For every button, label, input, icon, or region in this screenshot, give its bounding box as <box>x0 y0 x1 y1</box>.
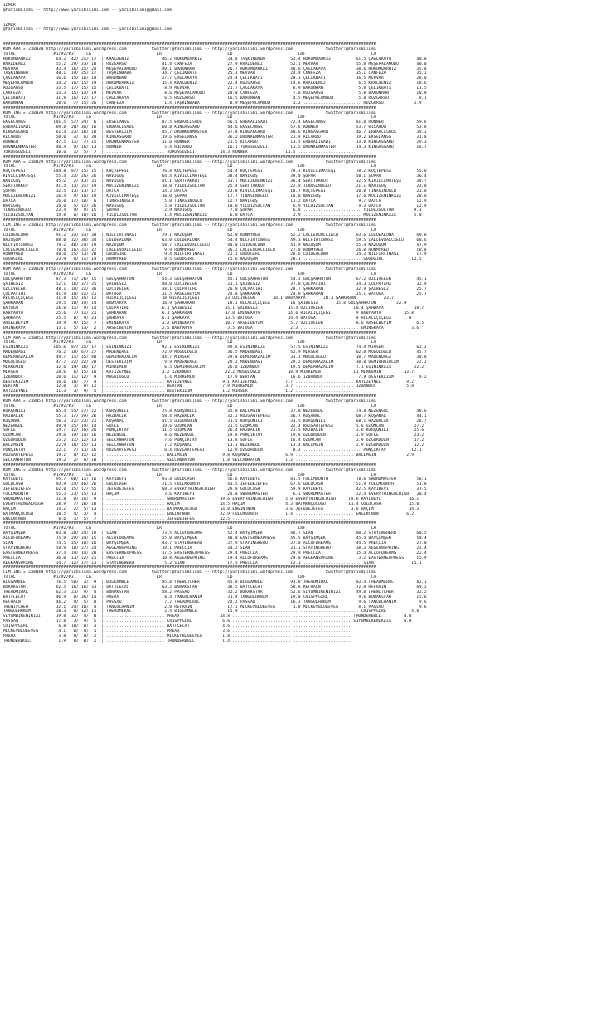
text-line: SIYUMBIKENIKIZI 19.8 32/ 4/ 0 | ....................... PREAX 14.8 ....................... ....................... THUNDERBULL 4.8 <box>3 614 412 619</box>
text-line: EKSELANSS 101.5 57/ 34/ 6 | EKSELANSS 87.5 ERBAALISADI 56.5 ERBAALISADI 72.4 EKSELANSS 81.0 RUNNER 59.6 <box>3 120 427 125</box>
text-line: SERTTAKKUT 41.4 13/ 31/ 19 | MUCIZENINKIZI 18.0 YILDIZSULTAN 25.4 SERTTAKKUT 22.9 TINASINOĞLU 21.1 NAVIGÜŞ 23.0 <box>3 183 427 188</box>
text-line: HILALIÇIÇEĞI 31.8 15/ 16/ 12 | HILALIÇIÇEĞI 18 HILALIÇIÇEĞI 23 ÖZCIVELEK 18.1 BABYARYA 20.1 ŞAHKARAN 23.7 <box>3 296 394 301</box>
text-line: YILDIZSULTAN 19.8 6/ 10/ 16 | YILDIZSULTAN 1.4 MUCIZENINKIZI 6.0 DATCA 2.9 ....................... MUCIZENINKIZI 5.0 <box>3 213 422 218</box>
text-line: TOTAL #1/#2/#3 LG LR LD LRF LA <box>3 404 377 409</box>
text-line: NAVIGÜŞ 45.2 2/ 43/ 31 | NAVIGÜŞ 41.1 SERTTAKKUT 33.7 MUCIZENINKIZI 36.4 SERTTAKKUT 32.5 KIVILCIMATEŞI 30.7 <box>3 179 427 184</box>
text-line: MICKEYBLUEEYES 4.1 0/ 4/ 1 | ....................... PREAX 3.6 ....................... ....................... <box>3 629 351 633</box>
text-line: KURŞUNILI 85.4 55/ 27/ 22 | KURŞUNILI 75.0 KURŞUNILI 35.8 BALIMSIN 37.8 NEZENGÜL 74.8 NEZENGÜL 48.6 <box>3 408 427 413</box>
text-line: RÜZGARSU 33.5 17/ 15/ 15 | ÇELIKBATI 8.9 MEVVAR 21.7 ÇAĞLAKAYA 8.9 BARONHAN 5.8 ÇELIKBATI 11.5 <box>3 86 427 91</box>
separator-line: #################################################################################################################################################### <box>3 330 377 335</box>
separator-line: #################################################################################################################################################### <box>3 565 377 570</box>
text-line: KUM ARA = 218829 http://yarisbilimi.wordpress.com twitter:@YarisBilimi -- http://yarisbilimi.wordpress.com twitter:@YarisBilimi <box>3 159 377 164</box>
text-line: ÇAĞLAKAYA 36.6 15/ 16/ 18 | BARONHAN 27.7 ÇAĞLAKAYA 24.4 ÇELIKBATI 20.1 ÇELIKBATI 16.5 MEVVAR 28.0 <box>3 76 427 81</box>
text-line: TOTAL #1/#2/#3 LG LR LD LRF LA <box>3 575 377 580</box>
text-line: TOTAL #1/#2/#3 LG LR LD LRF LA <box>3 271 377 276</box>
text-line: FULLMOONTH 55.3 23/ 15/ 13 | HAÇIM 3.6 KAYIBEYI 24.8 SWORDMASTER 6.1 SWORDMASTER 22.4 EVERYTHINGALRIGH 30.4 <box>3 492 427 497</box>
text-line: NAZUŞUM 88.0 32/ 30/ 34 | LUIDEALUNA 63.0 LUIDEALUNA 54.4 NILFIRTINASI 49.3 NILFIRTINASI 59.5 LALLEVOALCIELO 60.6 <box>3 237 427 242</box>
text-line: BATTLECAT 46.9 0/ 36/ 14 | PREAX 8.4 TANGÜLHANIM 31.4 TANGÜLHANIM 19.0 CRISPYGIRL 9.6 BURAKSTAR 15.6 <box>3 594 427 599</box>
text-line: PRECCIA 36.0 13/ 22/ 21 | PRECCIA 10.8 AEGEANSPRING 19.4 ALLOFDREAMS 29.0 AEGEANSPRING 3.2 EASTERNEXPRESS 15.9 <box>3 555 427 560</box>
text-line: KUM ARA = 218828 http://yarisbilimi.wordpress.com twitter:@YarisBilimi -- http://yarisbilimi.wordpress.com twitter:@YarisBilimi <box>3 267 377 272</box>
text-line: TOTAL #1/#2/#3 LG LR LD LRF LA <box>3 472 377 477</box>
text-line: PASSAU 17.8 3/ 9/ 5 | ....................... CRISPYGIRL 6.6 ....................... ....................... SIYUMBIKENIKIZI 4.8 <box>3 619 412 624</box>
text-line: RÜZGARTEPESI 19.2 8/ 11/ 12 | ....................... BALIMSIN 9.8 KOŞANAL 6.9 ....................... BALIMSIN 2.9 <box>3 452 414 457</box>
text-line: DRUNKENMASTER 40.4 9/ 16/ 13 | RUNNER 5.4 RICARDO 16.1 TOROSGÜZELI 11.5 DRUNKENMASTER 14.3 KINGASGARD 16.7 <box>3 144 427 149</box>
text-line: KUM ING = 218839 http://yarisbilimi.wordpress.com twitter:@YarisBilimi -- http://yarisbilimi.wordpress.com twitter:@YarisBilimi <box>3 110 377 115</box>
text-line: BATMANÇOCUĞU 10.5 4/ 3/ 4 | ....................... ENGINTNON 12.9 FULLMOONTH 1.4 ....................... ENGINTNON 6.2 <box>3 511 414 516</box>
text-line: NILFIRTINASI 79.2 40/ 24/ 19 | NAZUŞUM 58.7 LALLEVOALCIELO 40.0 LUIDEALUNA 41.9 NAZUŞUM 55.4 NAZUŞUM 47.9 <box>3 242 427 247</box>
text-line: MADENDAĞI 76.2 18/ 67/ 27 | MADENDAĞI 72.9 MOĞOLOĞLU 36.5 MADENDAĞI 42.9 MIRSER 62.8 MOĞOLOĞLU 45.7 <box>3 350 427 355</box>
results-document <box>3 3 589 644</box>
text-line: TAŞKINBABA 40.1 19/ 25/ 17 | TAŞKINBABA 34.7 ÇELIKBATI 25.3 MEVVAR 24.9 CANFEZA 35.1 CANFEZA 35.1 <box>3 71 427 76</box>
text-line: CIM ARA = 218852 http://yarisbilimi.wordpress.com twitter:@YarisBilimi -- http://yarisbilimi.wordpress.com twitter:@YarisBilimi <box>3 335 377 340</box>
text-line: ŞAHKARAN 29.5 10/ 19/ 14 | BABYARYA 16.9 ŞAHKARAN 18.1 HILALIÇIÇEĞI 16 ŞAIBESIZ 15.8 GÜLŞAHHATUN 22.9 <box>3 301 407 306</box>
text-line: TOTAL #1/#2/#3 LG LR LD LRF LA <box>3 526 377 531</box>
text-line: LALLEVOALCIELO 70.0 16/ 31/ 37 | LALLEVOALCIELO 9.9 RUNMYRED 36.2 LALLEVOALCIELO 27.0 RUNMYRED 26.0 RUNMYRED 18.8 <box>3 247 427 252</box>
text-line: MIRSER 28.6 6/ 15/ 18 | KATIZEYNEL 3.2 IZBANDOT 22.2 MOĞOLOĞLU 18.9 MIRKEMIN 13 MIRKEMIN 13.7 <box>3 369 414 374</box>
text-line: BABYARYA 25.6 7/ 11/ 21 | ŞAHKARAN 6.1 ŞAHKARAN 17.0 EMINEKAYA 14.6 HILALIÇIÇEĞI 9 BABYARYA 15.8 <box>3 311 414 316</box>
text-line: THUNDERBULL 1.9 0/ 0/ 2 | ....................... THUNDERBULL 1.4 ....................... ....................... <box>3 638 351 643</box>
separator-line: #################################################################################################################################################### <box>3 154 377 159</box>
text-line: HAÇIM 14.2 2/ 5/ 13 | ....................... BATMANÇOCUĞU 14.0 ENGINTNON 3.6 JEFEDEJEFES 3.6 HAÇIM 14.3 <box>3 506 419 511</box>
text-line: THEWITCHER 32.1 24/ 10/ 4 | TANGÜLHANIM 2.8 REFRAIN 17.1 MICKEYBLUEEYES 1.0 MICKEYBLUEEYES 8.1 PASSAU 9.6 <box>3 604 427 609</box>
text-line: BARONHAN 28.6 7/ 15/ 26 | CANFEZA 1.4 TAŞKINBABA 8.9 MEŞEPALAMUDU 1.2 ....................... RÜZGARSU 2.9 <box>3 100 422 105</box>
text-line: KRALDENIZ 55.2 29/ 33/ 18 | RÜZGARSU 41.4 CANFEZA 27.9 KRALDENIZ 52.1 MEVVAR 55.8 MEŞEPALAMUDU 40.0 <box>3 61 427 66</box>
separator-line: #################################################################################################################################################### <box>3 394 377 399</box>
text-line: SELCANHATUN 19.2 2/ 6/ 10 | ....................... SELCANHATUN 1.8 SELCANHATUN 1.2 ....................... <box>3 457 354 462</box>
text-line: KOŞANAL 50.3 21/ 23/ 21 | KOŞANAL 41.5 ÖZGÜRODIN 31.5 KURŞUNILI 33.5 KURŞUNILI 68.1 HAZBALIK 28.7 <box>3 418 427 423</box>
text-line: CIM ING = 218848 http://yarisbilimi.wordpress.com twitter:@YarisBilimi -- http://yarisbilimi.wordpress.com twitter:@YarisBilimi <box>3 570 377 575</box>
text-line: IZMIR <box>3 22 16 27</box>
text-line: BALIMSIN 22.9 10/ 15/ 13 | SELCANHATUN 7.2 KOŞANAL 13.1 NEZENGÜL 13.4 BALIMSIN 2.9 ÖZGÜRODIN 12.2 <box>3 443 425 448</box>
text-line: JEFEDEJEFES 62.0 15/ 17/ 55 | JEFEDEJEFES 60.3 EVERYTHINGALRIGH 29.0 GOLDCASH 59.9 KAYIBEYI 42.5 KAYIBEYI 37.5 <box>3 487 427 492</box>
text-line: GOODGIRL 23.9 8/ 11/ 14 | RUNMYRED 8.5 GOODGIRL 15.6 NAZUŞUM 20.1 ....................... GOODGIRL 12.5 <box>3 257 422 262</box>
text-line: MIRKEMIN 32.6 19/ 10/ 17 | MIRKEMIN 6.5 DEMIRHAZALIM 26.6 IZBANDOT 19.5 DEMIRHAZALIM 7.1 ESININKIZI 22.2 <box>3 364 425 369</box>
text-line: ENGINTNON 8.6 1/ 5/ 7 | ....................... JEFEDEJEFES 12.5 ....................... ....................... <box>3 516 351 521</box>
text-line: DATCA 26.0 17/ 10/ 6 | TINASINOĞLU 5.0 TINASINOĞLU 12.7 NAVIGÜŞ 11.2 DATCA 9.7 DATCA 12.9 <box>3 198 427 203</box>
text-line: ALLOFDREAMS 75.9 29/ 34/ 15 | ALLOFDREAMS 55.0 BAYŞIMŞEK 40.8 EASTERNEXPRESS 45.5 BAYŞIMŞEK 45.4 BAYŞIMŞEK 58.4 <box>3 536 427 541</box>
text-line: THEADMIRAL 62.3 23/ 9/ 4 | BURAKSTAR 58.2 PASSAU 32.2 BURAKSTAR 52.6 SIYUMBIKENIKIZI 49.0 THEWITCHER 32.2 <box>3 589 427 594</box>
separator-line: #################################################################################################################################################### <box>3 462 377 467</box>
text-line: LUIDEALUNA 91.2 33/ 33/ 38 | NILFIRTINASI 79.1 NAZUŞUM 62.0 RUNMYRED 52.2 LALLEVOALCIELO 63.6 LUIDEALUNA 69.8 <box>3 232 427 237</box>
separator-line: #################################################################################################################################################### <box>3 262 377 267</box>
text-line: TINASINOĞLU 23.4 9/ 9/ 15 | ŞOPAR 2.9 NAVIGÜŞ 7.8 ŞOPAR 6.0 ....................... YILDIZSULTAN 9.3 <box>3 208 422 213</box>
text-line: KIVILCIMATEŞI 55.4 23/ 26/ 26 | NAVIGÜŞ 64.4 KIVILCIMATEŞI 38.4 NAVIGÜŞ 39.0 ŞOPAR 50.1 ŞOPAR 36.4 <box>3 174 427 179</box>
text-line: TOTAL #1/#2/#3 LG LR LD LRF LA <box>3 340 377 345</box>
text-line: ESININKIZI 105.6 87/ 25/ 17 | ESININKIZI 92.1 ESININKIZI 49.6 ESININKIZI 57.5 ESININKIZI 74.4 MIRSER 62.2 <box>3 345 427 350</box>
text-line: ÖZGÜRODIN 23.2 11/ 12/ 13 | SELCANHATUN 7.6 PONÇIKTAY 13.8 SUFLE 16.4 ÖZÜMCAN 2.9 ÖZGÜRODIN 17.2 <box>3 438 425 443</box>
text-line: TOTAL #1/#2/#3 LG LR LD LRF LA <box>3 227 377 232</box>
text-line: MEŞEPALAMUDU 34.2 16/ 15/ 19 | HÜKÜMDARKIZ 15.4 KRALDENIZ 22.4 RÜZGARSU 14.6 KRALDENIZ 6.5 KRALDENIZ 18.6 <box>3 81 427 86</box>
text-line: SIAN 74.5 35/ 18/ 16 | BAYŞIMŞEK 43.7 STAYINGHERO 37.9 STAYINGHERO 37.0 ALLOFDREAMS 44.5 PRECCIA 27.0 <box>3 540 427 545</box>
text-line: BERTAN 12.0 3/ 8/ 11 | ....................... BERTAN 7.9 MIRKEMIN 3.7 ....................... IZBANDOT 5.8 <box>3 384 414 389</box>
text-line: KOÇTEPESI 104.8 87/ 15/ 15 | KOÇTEPESI 76.8 KOÇTEPESI 54.4 KOÇTEPESI 78.3 KIVILCIMATEŞI 70.2 KOÇTEPESI 55.0 <box>3 169 427 174</box>
text-line: TOTAL #1/#2/#3 LG LR LD LRF LA <box>3 164 377 169</box>
text-line: EVERYTHINGALRIGH 28.9 7/ 10/ 18 | ....................... HAÇIM 14.5 HAÇIM 4.3 BATMANÇOCUĞU 11.4 GOLDCASH 15.0 <box>3 501 419 506</box>
text-line: RUNMYRED 48.6 25/ 13/ 20 | GOODGIRL 9.4 NILFIRTINASI 22.1 GOODGIRL 28.6 LUIDEALUNA 24.3 NILFIRTINASI 17.9 <box>3 252 427 257</box>
text-line: REFRAIN 46.2 9/ 5/ 8 | PASSAU 7.2 THEADMIRAL 24.2 PASSAU 16.3 TANGÜLHANIM 9.6 TANGÜLHANIM 9.6 <box>3 599 427 604</box>
text-line: PONÇIKTAY 22.1 7/ 13/ 16 | RÜZGARTEPESI 6.4 RÜZGARTEPESI 12.9 ÖZGÜRODIN 8.3 ....................... PONÇIKTAY 12.1 <box>3 448 422 453</box>
text-line: ARSELBEYIM 19.9 9/ 15/ 7 | EMINEKAYA 3.2 EMINEKAYA 10.7 ARSELBEYIM 5.7 ÖZCIVELEK 8.6 ARSELBEYIM 6.5 <box>3 320 425 325</box>
text-line: TOTAL #1/#2/#3 LG LR LD LRF LA <box>3 51 377 56</box>
text-line: KINGASGARD 61.4 23/ 10/ 18 | BESTEKIZIM 45.7 DRUNKENMASTER 37.8 KINGASGARD 40.6 KINGASGARD 46.7 ERBAALISADI 39.2 <box>3 130 427 135</box>
separator-line: #################################################################################################################################################### <box>3 42 377 47</box>
text-line: ÖZCIVELEK 48.1 18/ 21/ 36 | ÖZCIVELEK 38.1 ÇOLPATIHI 26.0 ÇOLPATIHI 28.7 ŞAHKARAN 32.9 ŞAIBESIZ 25.7 <box>3 286 427 291</box>
text-line: MEVVAR 43.4 16/ 25/ 24 | MEŞEPALAMUDU 40.1 BARONHAN 26.7 HÜKÜMDARKIZ 40.6 ÇAĞLAKAYA 38.6 HÜKÜMDARKIZ 35.8 <box>3 66 427 71</box>
text-line: KUM ING = 218843 http://yarisbilimi.wordpress.com twitter:@YarisBilimi -- http://yarisbilimi.wordpress.com twitter:@YarisBilimi <box>3 467 377 472</box>
text-line: ÇELIKBATI 31.8 16/ 12/ 17 | ÇAĞLAKAYA 6.5 RÜZGARSU 16.5 BARONHAN 4.5 MEŞEPALAMUDU 5.8 RÜZGARSU 8.1 <box>3 95 427 100</box>
text-line: DEMIRHAZALIM 49.7 11/ 15/ 40 | DEMIRHAZALIM 44.7 MIRSER 29.8 DEMIRHAZALIM 33.3 MOĞOLOĞLU 38.7 MADENDAĞI 30.8 <box>3 355 427 360</box>
text-line: KUM ARA = 218830 http://yarisbilimi.wordpress.com twitter:@YarisBilimi -- http://yarisbilimi.wordpress.com twitter:@YarisBilimi <box>3 47 377 52</box>
text-line: EASTERNEXPRESS 37.4 19/ 14/ 28 | EASTERNEXPRESS 17.5 EASTERNEXPRESS 29.4 PRECCIA 29.9 PRECCIA 15.4 ALLOFDREAMS 22.4 <box>3 550 427 555</box>
text-line: ÇOLPATIHI 41.9 18/ 22/ 21 | BATUGA 31.5 ARSELBEYIM 24.8 ŞAHKARAN 24.8 ŞAHKARAN 25.1 BATUGA 25.7 <box>3 291 427 296</box>
text-line: GÜLŞAHHATUN 87.3 71/ 20/ 15 | GÜLŞAHHATUN 54.3 GÜLŞAHHATUN 45.1 GÜLŞAHHATUN 54.3 GÜLŞAHHATUN 67.2 ÖZCIVELEK 45.1 <box>3 276 427 281</box>
text-line: IZBANDOT 20.6 11/ 12/ 9 | MOĞOLOĞLU 1.4 MIRKEMIN 17.9 BERTAN 16.6 IZBANDOT 7.8 DESTEKIZIM 9.2 <box>3 374 427 379</box>
text-line: @YarisBilimi -- http://www.yarisbilimi.com -- yarisbilimi@gmail.com <box>3 27 172 32</box>
text-line: @YarisBilimi -- http://www.yarisbilimi.com -- yarisbilimi@gmail.com <box>3 7 172 12</box>
text-line: TOROSGÜZELI 10.6 1/ 5/ 7 | ....................... TOROSGÜZELI 14.3 RUNNER 11.5 ....................... <box>3 149 356 154</box>
text-line: TOTAL #1/#2/#3 LG LR LD LRF LA <box>3 115 377 120</box>
text-line: STAYINGHERO 58.9 18/ 27/ 24 | AEGEANSPRING 19.1 PRECCIA 34.2 SIAN 31.1 STAYINGHERO 30.3 AEGEANSPRING 25.4 <box>3 545 427 550</box>
text-line: AEGEANSPRING 34.7 12/ 17/ 13 | STAYINGHERO 5.2 SIAN 17.5 PRECCIA 13.1 ....................... SIAN 15.1 <box>3 560 422 565</box>
text-line: SWORDMASTER 31.8 8/ 16/ 9 | ....................... SWORDMASTER 19.6 EVERYTHINGALRIGH 5.0 EVERYTHINGALRIGH 19.6 KAYIBEYI 16.1 <box>3 496 419 501</box>
text-line: HAZBALIK 55.3 17/ 39/ 26 | HAZBALIK 58.4 HAZBALIK 32.2 RÜZGARTEPESI 36.7 KOŞANAL 68.7 KOŞANAL 44.1 <box>3 413 427 418</box>
text-line: IZMIR <box>3 3 16 7</box>
text-line: EMINEKAYA 13.1 5/ 13/ 2 | ARSELBEYIM 2.5 BABYARYA 3.5 BATUGA 2.3 ....................... EMINEKAYA 3.6 <box>3 325 419 330</box>
text-line: ŞAIBESIZ 52.1 16/ 37/ 25 | ŞAIBESIZ 48.0 ÖZCIVELEK 31.1 ŞAIBESIZ 37.0 ÇOLPATIHI 34.3 ÇOLPATIHI 32.9 <box>3 281 427 286</box>
text-line: KAYIBEYI 95.7 68/ 11/ 16 | KAYIBEYI 93.8 GOLDCASH 56.6 KAYIBEYI 81.5 FULLMOONTH 70.6 SWORDMASTER 58.1 <box>3 477 427 482</box>
text-line: MUCIZENINKIZI 26.4 9/ 16/ 19 | KIVILCIMATEŞI 10.0 ŞOPAR 17.7 TINASINOĞLU 16.0 NAVIGÜŞ 17.6 MUCIZENINKIZI 20.0 <box>3 193 427 198</box>
text-line: NAVIGÜŞ 26.0 5/ 12/ 26 | NAVIGÜŞ 5.0 YILDIZSULTAN 10.0 YILDIZSULTAN 6.9 YILDIZSULTAN 9.3 DATCA 12.9 <box>3 203 427 208</box>
text-line: MOĞOLOĞLU 47.7 22/ 22/ 20 | DESTEKIZIM 9.9 MADENDAĞI 29.2 MADENDAĞI 29.2 DEMIRHAZALIM 30.0 DEMIRHAZALIM 22.2 <box>3 360 427 365</box>
text-line: CRISPYGIRL 6.8 10/ 0/ 3 | ....................... BATTLECAT 4.6 ....................... ....................... <box>3 624 351 629</box>
text-line: ŞAHKAYA 25.5 8/ 9/ 23 | ŞAHKAYA 6.1 ŞAHKAYA 13.5 BATUGA 14.4 BATUGA 8 HILALIÇIÇEĞI 8 <box>3 316 412 320</box>
text-line: KATIZEYNEL 11.3 3/ 9/ 5 | ....................... DESTEKIZIM 1.2 MIRSER 1.2 ....................... <box>3 389 354 394</box>
text-line: PREAX 3.8 0/ 0/ 2 | ....................... MICKEYBLUEEYES 1.8 ....................... ....................... <box>3 633 351 638</box>
text-line: RICARDO 50.0 3/ 6/ 39 | KINGASGARD 19.6 EKSELANSS 36.2 DRUNKENMASTER 21.9 RICARDO 19.2 EKSELANSS 31.0 <box>3 135 427 140</box>
text-line: TANGÜLHANIM 20.3 0/ 12/ 11 | THEADMIRAL 2.4 BIGGAMBLE 15.9 ....................... ....................... CRISPYGIRL 4.8 <box>3 609 419 614</box>
separator-line: #################################################################################################################################################### <box>3 105 377 110</box>
separator-line: #################################################################################################################################################### <box>3 521 377 526</box>
text-line: CANFEZA 33.3 15/ 13/ 19 | MEVVAR 8.6 MEŞEPALAMUDU 20.0 CANFEZA 7.8 RÜZGARSU 5.8 BARONHAN 10.0 <box>3 91 427 96</box>
text-line: SUFLE 34.7 12/ 16/ 26 | PONÇIKTAY 11.5 ÖZÜMCAN 26.4 HAZBALIK 21.5 HAZBALIK 3.6 KURŞUNILI 25.6 <box>3 428 425 433</box>
text-line: BIGGAMBLE 76.5 50/ 3/ 9 | BIGGAMBLE 95.8 THEWITCHER 45.0 BIGGAMBLE 93.0 THEADMIRAL 83.4 THEADMIRAL 82.1 <box>3 580 427 585</box>
text-line: HÜKÜMDARKIZ 64.2 42/ 21/ 17 | KRALDENIZ 46.2 HÜKÜMDARKIZ 34.8 TAŞKINBABA 52.4 HÜKÜMDARKIZ 61.5 ÇAĞLAKAYA 40.8 <box>3 56 427 61</box>
text-line: RUNNER 47.5 11/ 7/ 15 | DRUNKENMASTER 11.0 RUNNER 21.5 RICARDO 13.5 ERBAALISADI 13.0 KINGASGARD 29.3 <box>3 139 427 144</box>
text-line: NEZENGÜL 49.9 25/ 19/ 14 | SUFLE 19.6 ÖZÜMCAN 31.5 ÖZÜMCAN 32.4 RÜZGARTEPESI 5.6 ÖZÜMCAN 27.2 <box>3 423 425 428</box>
text-line: CIM ING = 218831 http://yarisbilimi.wordpress.com twitter:@YarisBilimi -- http://yarisbilimi.wordpress.com twitter:@YarisBilimi <box>3 223 377 228</box>
text-line: BURAKSTAR 62.5 16/ 16/ 33 | BATTLECAT 63.2 BURAKSTAR 38.5 BATTLECAT 58.8 REFRAIN 72.8 REFRAIN 69.2 <box>3 584 427 589</box>
text-line: ŞOPAR 32.5 13/ 13/ 17 | DATCA 14.3 DATCA 23.8 KIVILCIMATEŞI 18.7 KOÇTEPESI 20.0 TINASINOĞLU 23.0 <box>3 188 427 193</box>
text-line: BATUGA 26.0 11/ 9/ 14 | ÇOLPATIHI 6.1 ŞAIBESIZ 15.1 ŞAIBESIZ 15.4 ÖZCIVELEK 10.4 ŞAHBAYA 18.7 <box>3 306 425 311</box>
text-line: BAYŞIMŞEK 83.0 28/ 34/ 19 | SIAN 73.5 ALLOFDREAMS 52.4 BAYŞIMŞEK 46.7 SIAN 80.2 STAYINGHERO 60.5 <box>3 531 427 536</box>
text-line: ÖZÜMCAN 29.6 19/ 14/ 16 | NEZENGÜL 8.6 NEZENGÜL 19.8 PONÇIKTAY 19.8 ÖZGÜRODIN 2.9 SUFLE 23.2 <box>3 433 425 438</box>
text-line: KUM ARA = 218851 http://yarisbilimi.wordpress.com twitter:@YarisBilimi -- http://yarisbilimi.wordpress.com twitter:@YarisBilimi <box>3 399 377 404</box>
text-line: GOLDCASH 93.9 24/ 46/ 26 | GOLDCASH 71.5 FULLMOONTH 43.5 JEFEDEJEFES 67.6 GOLDCASH 51.9 FULLMOONTH 51.0 <box>3 482 427 487</box>
separator-line: #################################################################################################################################################### <box>3 218 377 223</box>
text-line: DESTEKIZIM 16.6 10/ 7/ 4 | ....................... KATIZEYNEL 9.1 KATIZEYNEL 7.7 ....................... KATIZEYNEL 9.2 <box>3 379 414 384</box>
text-line: ERBAALISADI 89.8 28/ 36/ 16 | ERBAALISADI 60.8 KINGASGARD 44.6 EKSELANSS 57.6 RUNNER 53.7 RICARDO 53.8 <box>3 125 427 130</box>
